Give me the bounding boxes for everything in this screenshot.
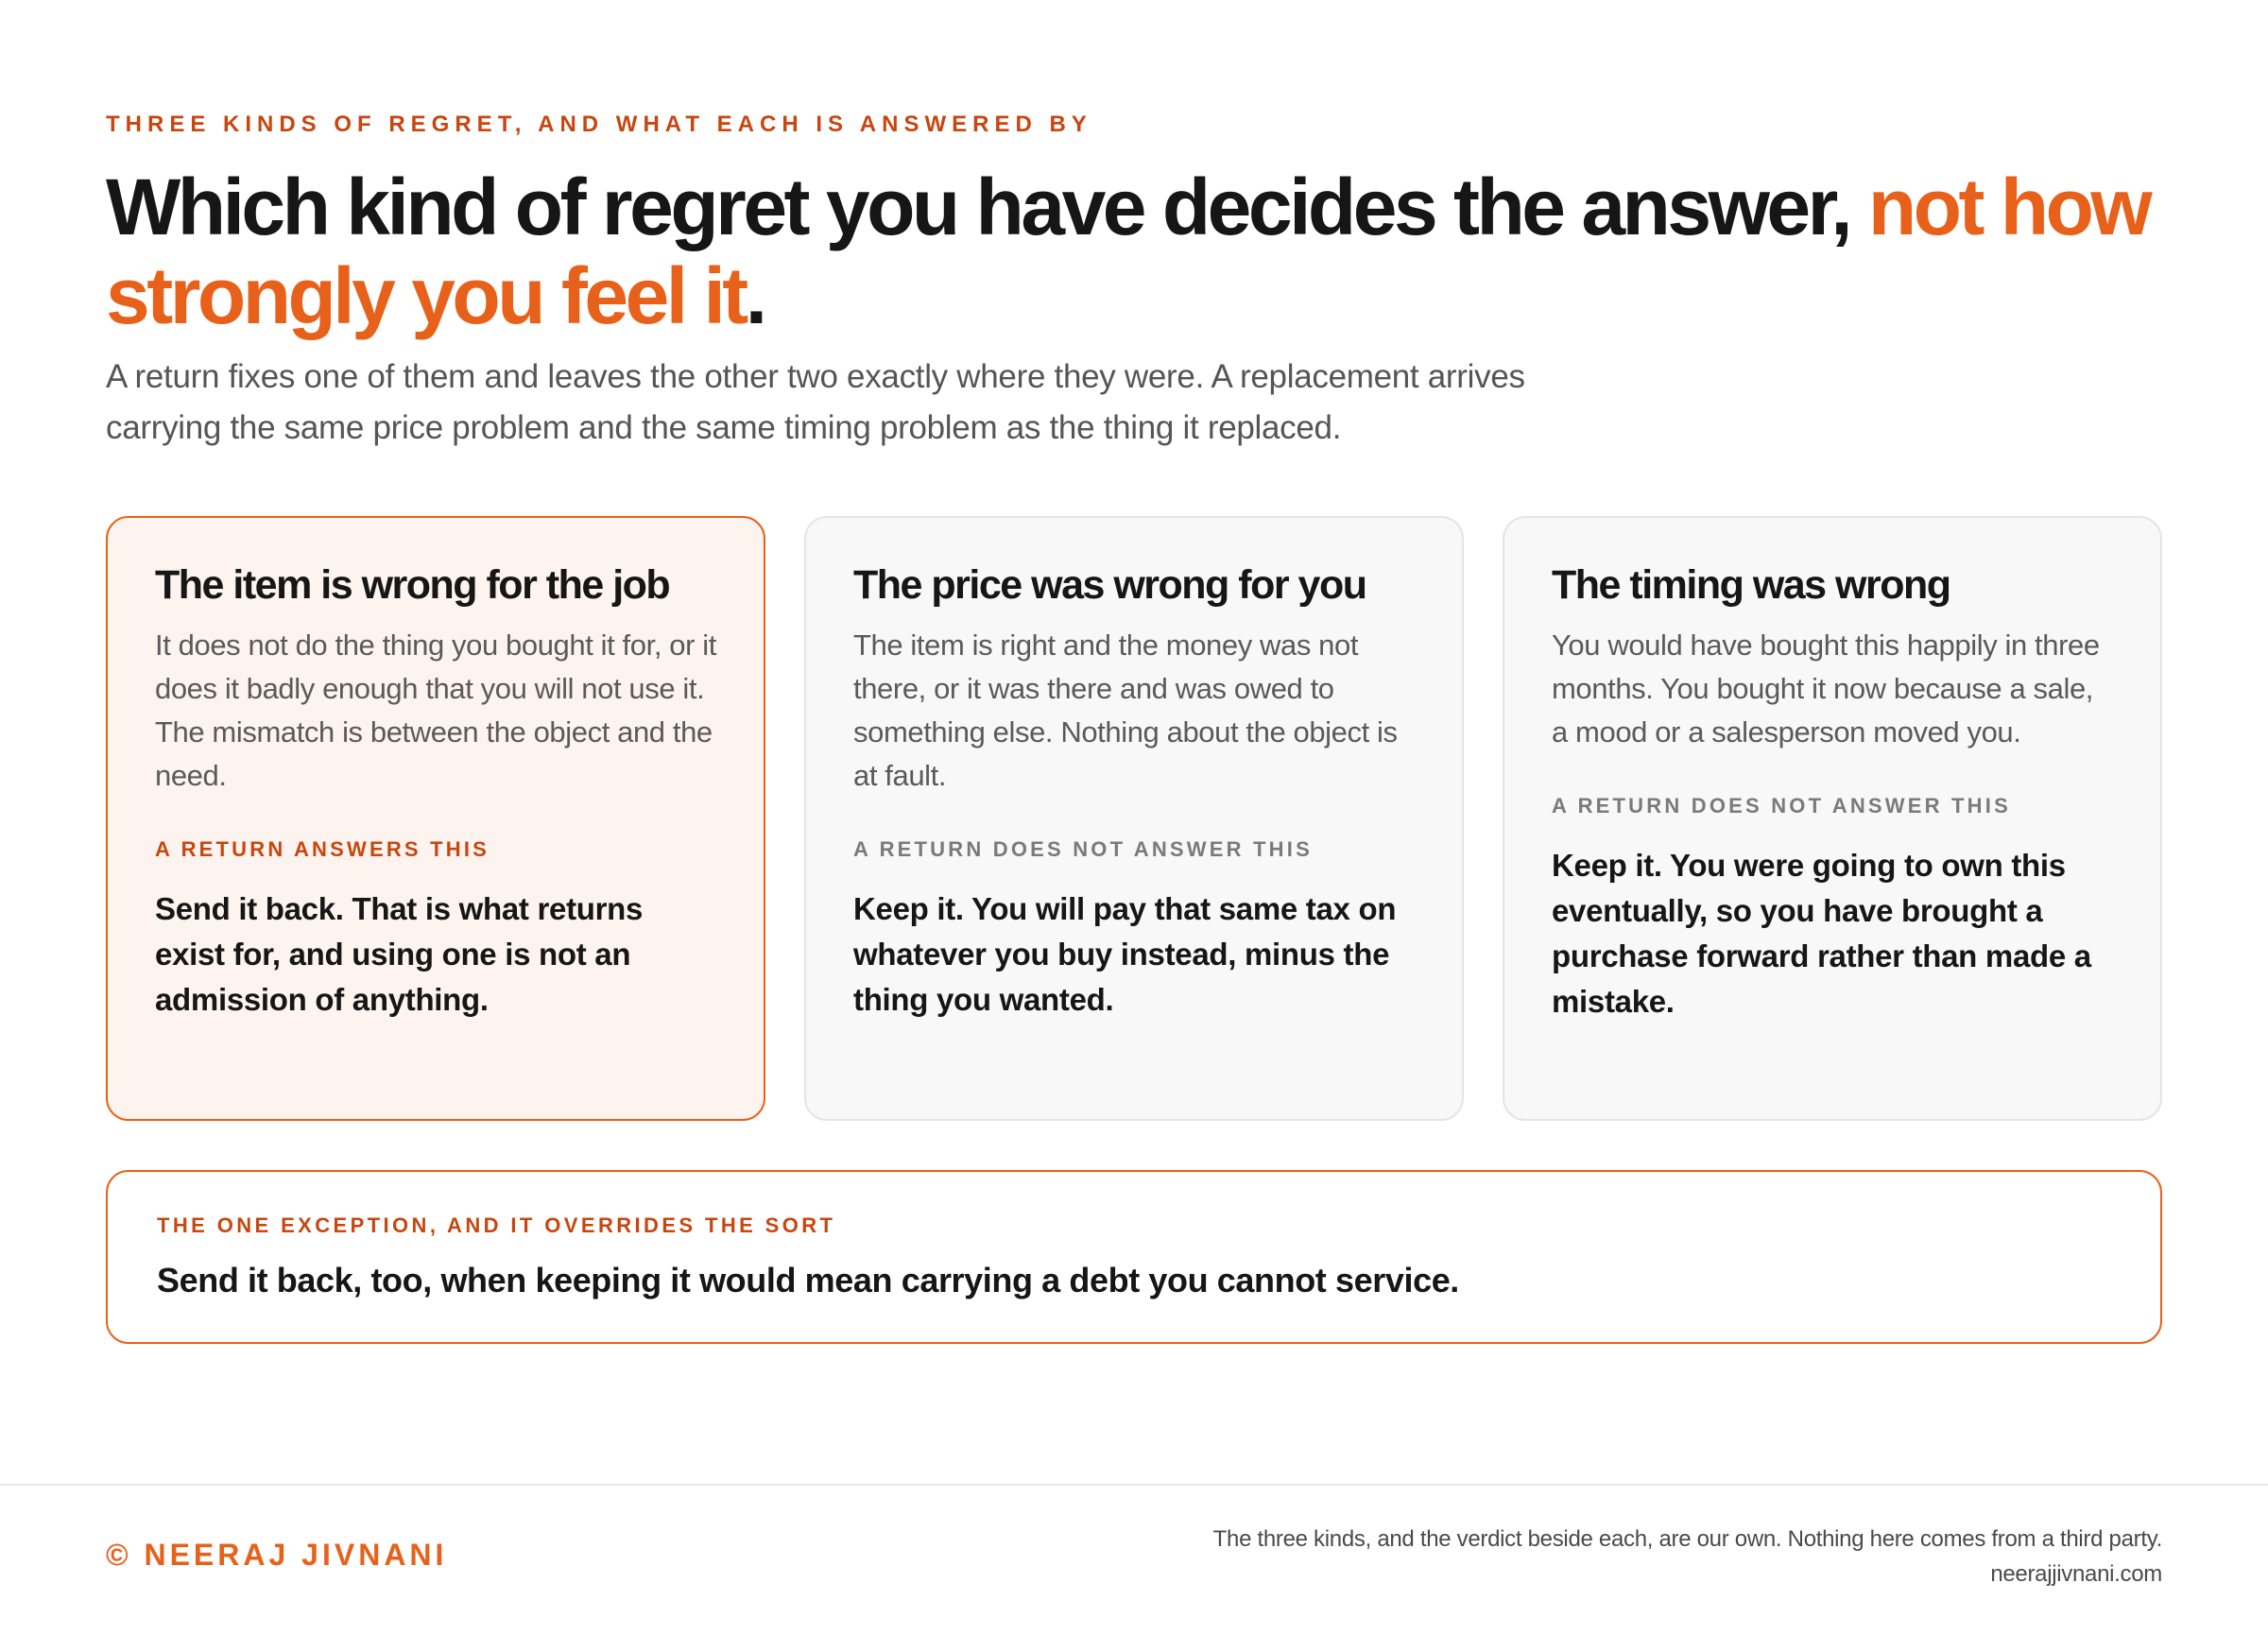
exception-label: THE ONE EXCEPTION, AND IT OVERRIDES THE SORT [157, 1213, 836, 1237]
card-wrong-item [106, 516, 765, 1121]
footer-url: neerajjivnani.com [1990, 1561, 2162, 1587]
card-title: The item is wrong for the job [155, 562, 670, 608]
footer-brand: © NEERAJ JIVNANI [106, 1538, 448, 1572]
card-body: You would have bought this happily in three months. You bought it now because a sale, a mood or a salesperson moved you. [1552, 628, 2100, 749]
exception-text: Send it back, too, when keeping it would mean carrying a debt you cannot service. [157, 1261, 1459, 1299]
headline-text: Which kind of regret you have decides the answer, [106, 163, 1868, 251]
headline [106, 163, 2204, 340]
card-label: A RETURN DOES NOT ANSWER THIS [1552, 794, 2011, 817]
card-title: The price was wrong for you [853, 562, 1366, 608]
card-label: A RETURN ANSWERS THIS [155, 837, 490, 861]
card-wrong-price [804, 516, 1464, 1121]
footer-disclaimer: The three kinds, and the verdict beside each, are our own. Nothing here comes from a third party. [1212, 1526, 2162, 1552]
headline-end: . [745, 251, 765, 340]
kicker: THREE KINDS OF REGRET, AND WHAT EACH IS ANSWERED BY [106, 112, 1092, 137]
card-title: The timing was wrong [1552, 562, 1950, 608]
headline-highlight: not how strongly you feel it [106, 163, 2150, 340]
card-label: A RETURN DOES NOT ANSWER THIS [853, 837, 1313, 861]
card-verdict: Keep it. You were going to own this eventually, so you have brought a purchase forward rather than made a mistake. [1552, 848, 2091, 1019]
exception-box [106, 1170, 2162, 1344]
card-wrong-timing [1503, 516, 2162, 1121]
card-body: It does not do the thing you bought it for, or it does it badly enough that you will not use it. The mismatch is between the object and the need. [155, 628, 716, 792]
footer-divider [0, 1484, 2268, 1486]
card-body: The item is right and the money was not there, or it was there and was owed to something else. Nothing about the object is at fault. [853, 628, 1398, 792]
footer-note [1213, 1522, 2162, 1592]
card-verdict: Keep it. You will pay that same tax on whatever you buy instead, minus the thing you wanted. [853, 891, 1397, 1017]
dek: A return fixes one of them and leaves the other two exactly where they were. A replacement arrives carrying the same price problem and the same timing problem as the thing it replaced. [106, 358, 1525, 446]
card-grid [106, 516, 2162, 1121]
card-verdict: Send it back. That is what returns exist for, and using one is not an admission of anything. [155, 891, 644, 1017]
